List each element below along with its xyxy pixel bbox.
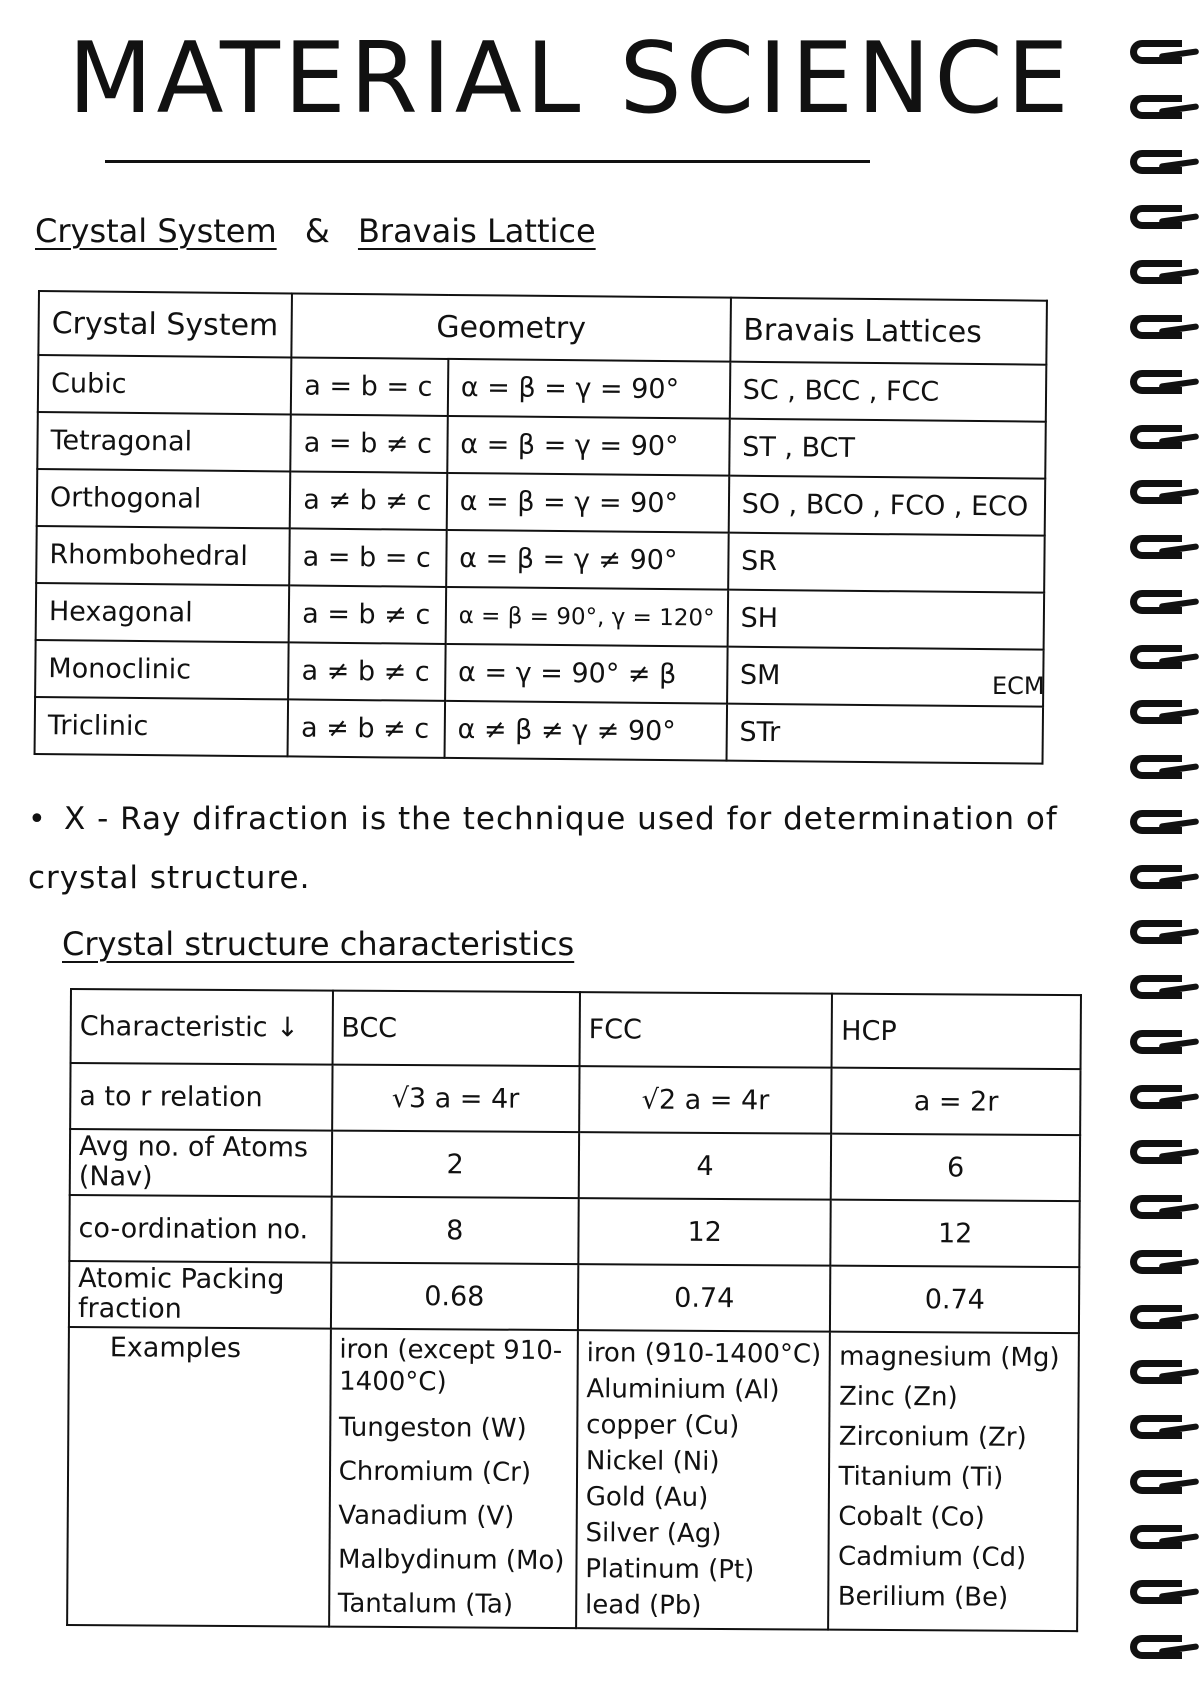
list-item: iron (except 910-1400°C): [339, 1334, 563, 1398]
heading-ampersand: &: [304, 212, 330, 250]
table-row: [69, 1195, 1079, 1267]
spiral-ring-icon: [1130, 1195, 1182, 1219]
lattices-cell: SR: [728, 533, 1045, 593]
crystal-system-cell: Orthogonal: [37, 469, 291, 528]
list-item: copper (Cu): [586, 1410, 740, 1442]
characteristic-label: Avg no. of Atoms (Nav): [70, 1129, 332, 1197]
list-item: Cadmium (Cd): [837, 1541, 1027, 1573]
list-item: Platinum (Pt): [585, 1554, 755, 1586]
spiral-ring-icon: [1130, 480, 1182, 504]
list-item: Malbydinum (Mo): [337, 1544, 565, 1577]
hcp-examples: [829, 1332, 1079, 1632]
table-header-row: [38, 291, 1047, 365]
axes-cell: a ≠ b ≠ c: [290, 471, 447, 529]
fcc-value: 0.74: [578, 1264, 831, 1332]
spiral-ring-icon: [1130, 1525, 1182, 1549]
axes-cell: a ≠ b ≠ c: [288, 642, 445, 700]
monoclinic-extra-lattice: ECM: [992, 672, 1045, 700]
spiral-ring-icon: [1130, 1415, 1182, 1439]
heading-characteristics-text: Crystal structure characteristics: [62, 925, 575, 963]
list-item: iron (910-1400°C): [586, 1338, 822, 1370]
spiral-ring-icon: [1130, 205, 1182, 229]
spiral-ring-icon: [1130, 1305, 1182, 1329]
fcc-value: √2 a = 4r: [579, 1066, 832, 1134]
examples-label: Examples: [67, 1327, 330, 1627]
bullet-icon: •: [28, 802, 47, 837]
bcc-value: √3 a = 4r: [332, 1065, 580, 1133]
spiral-ring-icon: [1130, 645, 1182, 669]
fcc-value: 4: [579, 1132, 832, 1200]
spiral-ring-icon: [1130, 865, 1182, 889]
spiral-ring-icon: [1130, 1030, 1182, 1054]
spiral-binding: [1105, 40, 1200, 1680]
spiral-ring-icon: [1130, 1250, 1182, 1274]
crystal-system-cell: Monoclinic: [35, 640, 289, 699]
spiral-ring-icon: [1130, 810, 1182, 834]
list-item: Tantalum (Ta): [337, 1588, 514, 1620]
heading-part-bravais-lattice: Bravais Lattice: [357, 212, 596, 250]
spiral-ring-icon: [1130, 755, 1182, 779]
list-item: Cobalt (Co): [838, 1501, 985, 1533]
angles-cell: α = β = γ = 90°: [446, 473, 728, 533]
angles-cell: α ≠ β ≠ γ ≠ 90°: [444, 701, 726, 761]
lattices-cell: ST , BCT: [729, 419, 1046, 479]
table-row: [70, 1129, 1080, 1201]
table-row: [35, 640, 1044, 707]
angles-cell: α = β = γ ≠ 90°: [446, 530, 728, 590]
list-item: Zinc (Zn): [838, 1381, 958, 1413]
list-item: magnesium (Mg): [839, 1341, 1060, 1374]
lattices-cell: SC , BCC , FCC: [729, 362, 1046, 422]
lattices-cell: SO , BCO , FCO , ECO: [728, 476, 1045, 536]
list-item: Tungeston (W): [338, 1412, 527, 1444]
angles-cell: α = β = 90°, γ = 120°: [445, 587, 727, 647]
list-item: Gold (Au): [585, 1482, 709, 1513]
axes-cell: a = b ≠ c: [289, 585, 446, 643]
list-item: Zirconium (Zr): [838, 1421, 1027, 1453]
table-row: [37, 469, 1046, 536]
page-title: MATERIAL SCIENCE: [68, 22, 1073, 136]
characteristic-label: co-ordination no.: [69, 1195, 331, 1263]
spiral-ring-icon: [1130, 590, 1182, 614]
table-header-row: [71, 989, 1081, 1069]
heading-part-crystal-system: Crystal System: [35, 212, 277, 250]
spiral-ring-icon: [1130, 975, 1182, 999]
angles-cell: α = γ = 90° ≠ β: [445, 644, 727, 704]
bcc-value: 8: [331, 1197, 579, 1265]
spiral-ring-icon: [1130, 1085, 1182, 1109]
axes-cell: a ≠ b ≠ c: [288, 699, 445, 757]
bravais-lattice-table: [34, 290, 1048, 765]
crystal-system-cell: Rhombohedral: [36, 526, 290, 585]
table-row-examples: [67, 1327, 1079, 1631]
hcp-value: 6: [831, 1134, 1080, 1202]
table-row: [69, 1261, 1079, 1333]
lattices-cell: SH: [727, 590, 1044, 650]
spiral-ring-icon: [1130, 95, 1182, 119]
fcc-examples: [576, 1330, 830, 1630]
crystal-characteristics-table: [66, 988, 1082, 1632]
header-characteristic: Characteristic ↓: [71, 989, 333, 1065]
spiral-ring-icon: [1130, 1635, 1182, 1659]
crystal-system-cell: Tetragonal: [37, 412, 291, 471]
list-item: lead (Pb): [585, 1590, 702, 1621]
spiral-ring-icon: [1130, 1580, 1182, 1604]
axes-cell: a = b = c: [291, 357, 448, 415]
bcc-value: 0.68: [331, 1263, 579, 1331]
spiral-ring-icon: [1130, 1360, 1182, 1384]
spiral-ring-icon: [1130, 425, 1182, 449]
axes-cell: a = b ≠ c: [291, 414, 448, 472]
characteristic-label: a to r relation: [70, 1063, 332, 1131]
spiral-ring-icon: [1130, 1470, 1182, 1494]
lattices-cell: STr: [726, 704, 1043, 764]
table-row: [37, 412, 1046, 479]
list-item: Aluminium (Al): [586, 1374, 780, 1406]
table-row: [35, 697, 1044, 764]
spiral-ring-icon: [1130, 40, 1182, 64]
hcp-value: 0.74: [830, 1266, 1079, 1334]
spiral-ring-icon: [1130, 535, 1182, 559]
spiral-ring-icon: [1130, 920, 1182, 944]
table-row: [36, 526, 1045, 593]
title-underline: [105, 160, 870, 163]
list-item: Titanium (Ti): [838, 1461, 1004, 1493]
spiral-ring-icon: [1130, 370, 1182, 394]
characteristic-label: Atomic Packing fraction: [69, 1261, 331, 1329]
spiral-ring-icon: [1130, 150, 1182, 174]
spiral-ring-icon: [1130, 315, 1182, 339]
header-crystal-system: Crystal System: [38, 291, 292, 357]
table-row: [38, 355, 1047, 422]
section-heading-crystal-system: [35, 212, 596, 250]
hcp-value: 12: [831, 1200, 1080, 1268]
list-item: Chromium (Cr): [338, 1456, 532, 1488]
table-row: [36, 583, 1045, 650]
list-item: Silver (Ag): [585, 1518, 722, 1549]
spiral-ring-icon: [1130, 260, 1182, 284]
bcc-value: 2: [331, 1131, 579, 1199]
xray-note-text: X - Ray difraction is the technique used for determination of crystal structure.: [28, 801, 1058, 896]
spiral-ring-icon: [1130, 1140, 1182, 1164]
header-bravais-lattices: Bravais Lattices: [730, 298, 1047, 365]
lattices-cell: SM: [727, 647, 1044, 707]
angles-cell: α = β = γ = 90°: [448, 359, 730, 419]
angles-cell: α = β = γ = 90°: [447, 416, 729, 476]
crystal-system-cell: Hexagonal: [36, 583, 290, 642]
list-item: Berilium (Be): [837, 1581, 1009, 1613]
table-row: [70, 1063, 1080, 1135]
list-item: Vanadium (V): [338, 1500, 515, 1532]
spiral-ring-icon: [1130, 700, 1182, 724]
header-fcc: FCC: [579, 992, 832, 1068]
header-bcc: BCC: [332, 991, 580, 1067]
header-hcp: HCP: [832, 994, 1081, 1070]
bcc-examples: [329, 1329, 578, 1629]
list-item: Nickel (Ni): [585, 1446, 720, 1477]
section-heading-characteristics: [62, 925, 574, 963]
crystal-system-cell: Triclinic: [35, 697, 289, 756]
xray-note: [28, 790, 1088, 907]
header-geometry: Geometry: [292, 293, 731, 361]
axes-cell: a = b = c: [289, 528, 446, 586]
crystal-system-cell: Cubic: [38, 355, 292, 414]
hcp-value: a = 2r: [832, 1068, 1081, 1136]
fcc-value: 12: [578, 1198, 831, 1266]
